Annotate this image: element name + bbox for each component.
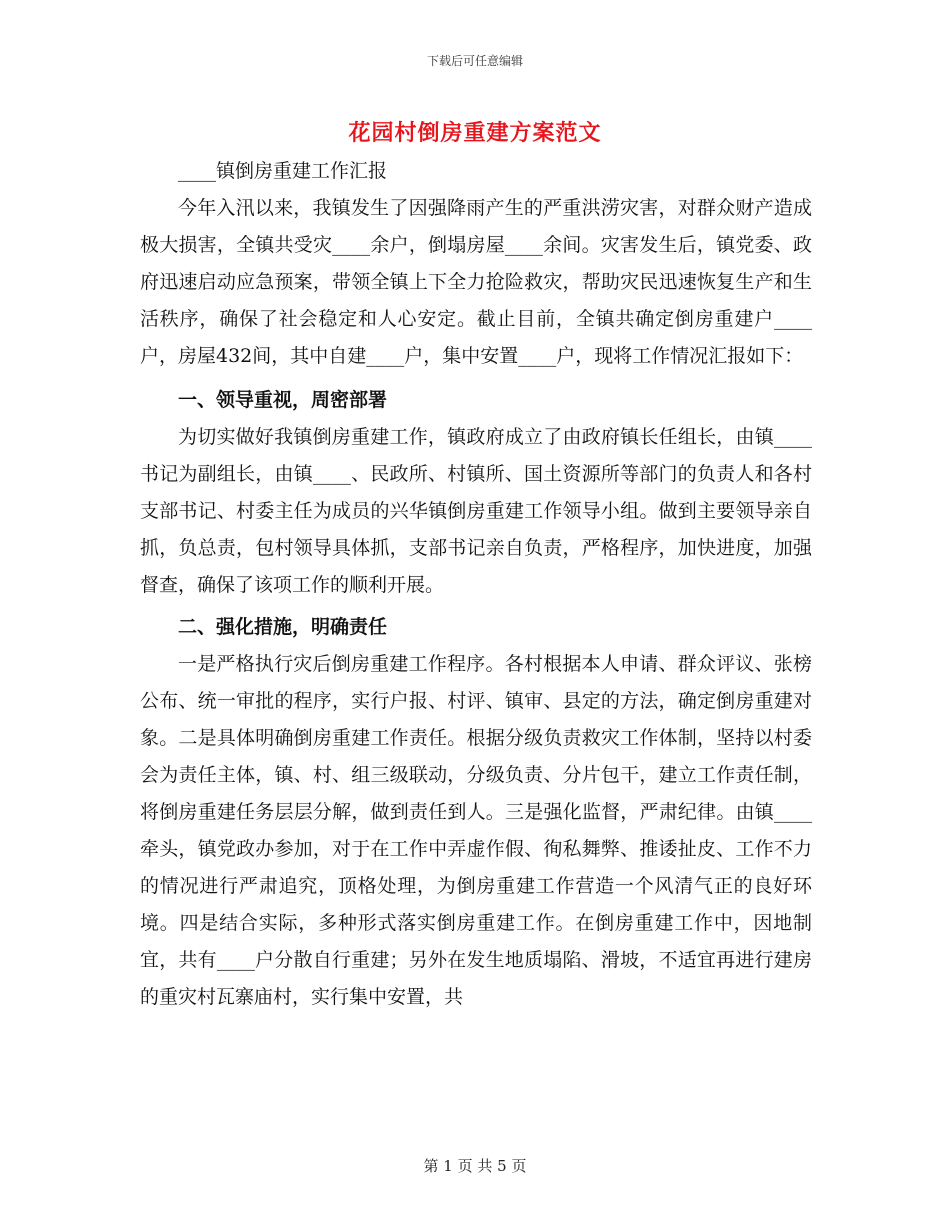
page-header: 下载后可任意编辑 <box>426 54 523 68</box>
section-body-1: 为切实做好我镇倒房重建工作，镇政府成立了由政府镇长任组长，由镇____书记为副组长，由镇____、民政所、村镇所、国土资源所等部门的负责人和各村支部书记、村委主任为成员的兴华镇倒房重建工作领导小组。做到主要领导亲自抓，负总责，包村领导具体抓，支部书记亲自负责，严格程序，加快进度，加强督查，确保了该项工作的顺利开展。 <box>140 426 812 596</box>
section-heading-2: 二、强化措施，明确责任 <box>178 616 388 638</box>
page-footer: 第 1 页 共 5 页 <box>423 1157 527 1175</box>
document-body <box>140 153 812 1016</box>
section-heading-1: 一、领导重视，周密部署 <box>178 389 388 411</box>
section-body-2: 一是严格执行灾后倒房重建工作程序。各村根据本人申请、群众评议、张榜公布、统一审批的程序，实行户报、村评、镇审、县定的方法，确定倒房重建对象。二是具体明确倒房重建工作责任。根据分级负责救灾工作体制，坚持以村委会为责任主体，镇、村、组三级联动，分级负责、分片包干，建立工作责任制，将倒房重建任务层层分解，做到责任到人。三是强化监督，严肃纪律。由镇____牵头，镇党政办参加，对于在工作中弄虚作假、徇私舞弊、推诿扯皮、工作不力的情况进行严肃追究，顶格处理，为倒房重建工作营造一个风清气正的良好环境。四是结合实际，多种形式落实倒房重建工作。在倒房重建工作中，因地制宜，共有____户分散自行重建；另外在发生地质塌陷、滑坡，不适宜再进行建房的重灾村瓦寨庙村，实行集中安置，共 <box>140 653 812 1008</box>
subtitle-paragraph: ____镇倒房重建工作汇报 <box>178 160 388 182</box>
document-title: 花园村倒房重建方案范文 <box>348 120 602 146</box>
intro-paragraph: 今年入汛以来，我镇发生了因强降雨产生的严重洪涝灾害，对群众财产造成极大损害，全镇共受灾____余户，倒塌房屋____余间。灾害发生后，镇党委、政府迅速启动应急预案，带领全镇上下全力抢险救灾，帮助灾民迅速恢复生产和生活秩序，确保了社会稳定和人心安定。截止目前，全镇共确定倒房重建户____户，房屋432间，其中自建____户，集中安置____户，现将工作情况汇报如下： <box>140 197 812 367</box>
